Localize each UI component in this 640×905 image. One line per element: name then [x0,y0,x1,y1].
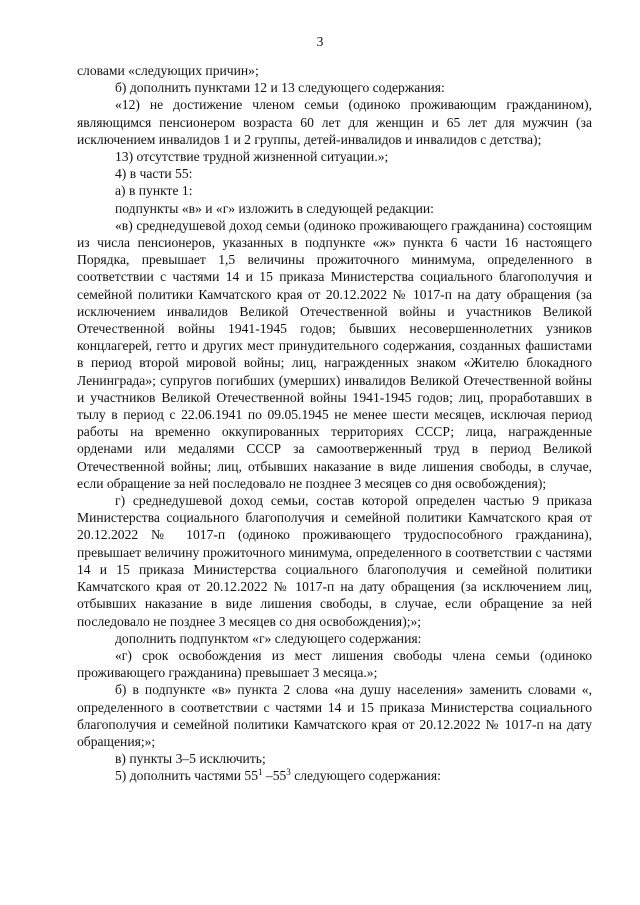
paragraph: в) пункты 3–5 исключить; [115,751,266,767]
final-line-suffix: следующего содержания: [290,768,441,784]
final-line-middle: –55 [262,768,287,784]
document-body [77,62,592,785]
final-line-prefix: 5) дополнить частями 55 [115,768,258,784]
paragraph: подпункты «в» и «г» изложить в следующей редакции: [115,200,434,216]
paragraph: «г) срок освобождения из мест лишения свободы члена семьи (одиноко проживающего гражданина) превышает 3 месяца.»; [77,647,592,681]
paragraph: 4) в части 55: [115,166,193,182]
paragraph: 13) отсутствие трудной жизненной ситуации.»; [115,149,389,165]
page-number: 3 [316,34,324,49]
paragraph: «12) не достижение членом семьи (одиноко проживающим гражданином), являющимся пенсионером возраста 60 лет для женщин и 65 лет для мужчин (за исключением инвалидов 1 и 2 группы, детей-инвалидов и инвалидов с детства); [77,97,592,147]
paragraph: б) дополнить пунктами 12 и 13 следующего содержания: [115,80,445,96]
paragraph: словами «следующих причин»; [77,63,259,78]
paragraph: а) в пункте 1: [115,183,193,199]
superscript-3: 3 [286,767,291,778]
paragraph: дополнить подпунктом «г» следующего содержания: [115,630,422,646]
paragraph: б) в подпункте «в» пункта 2 слова «на душу населения» заменить словами «, определенного в соответствии с частями 14 и 15 приказа Министерства социального благополучия и семейной политики Камчатского края от 20.12.2022 № 1017-п на дату обращения;»; [77,682,592,749]
superscript-1: 1 [258,767,263,778]
final-paragraph [77,767,592,784]
paragraph: г) среднедушевой доход семьи, состав которой определен частью 9 приказа Министерства социального благополучия и семейной политики Камчатского края от 20.12.2022 № 1017-п (одиноко проживающего трудоспособного гражданина), превышает величину прожиточного минимума, определенного в соответствии с частями 14 и 15 приказа Министерства социального благополучия и семейной политики Камчатского края от 20.12.2022 № 1017-п на дату обращения (за исключением лиц, отбывших наказание в виде лишения свободы, в случае, если обращение за ней последовало не позднее 3 месяцев со дня освобождения);»; [77,493,592,629]
paragraph: «в) среднедушевой доход семьи (одиноко проживающего гражданина) состоящим из числа пенсионеров, указанных в подпункте «ж» пункта 6 части 16 настоящего Порядка, превышает 1,5 величины прожиточного минимума, определенного в соответствии с частями 14 и 15 приказа Министерства социального благополучия и семейной политики Камчатского края от 20.12.2022 № 1017-п на дату обращения (за исключением инвалидов Великой Отечественной войны и участников Великой Отечественной войны 1941-1945 годов; бывших несовершеннолетних узников концлагерей, гетто и других мест принудительного содержания, созданных фашистами в период второй мировой войны; лиц, награжденных знаком «Жителю блокадного Ленинграда»; супругов погибших (умерших) инвалидов Великой Отечественной войны и участников Великой Отечественной войны 1941-1945 годов; лиц, проработавших в тылу в период с 22.06.1941 по 09.05.1945 не менее шести месяцев, исключая период работы на временно оккупированных территориях СССР; лица, награжденные орденами или медалями СССР за самоотверженный труд в период Великой Отечественной войны; лиц, отбывших наказание в виде лишения свободы, в случае, если обращение за ней последовало не позднее 3 месяцев со дня освобождения); [77,217,592,491]
